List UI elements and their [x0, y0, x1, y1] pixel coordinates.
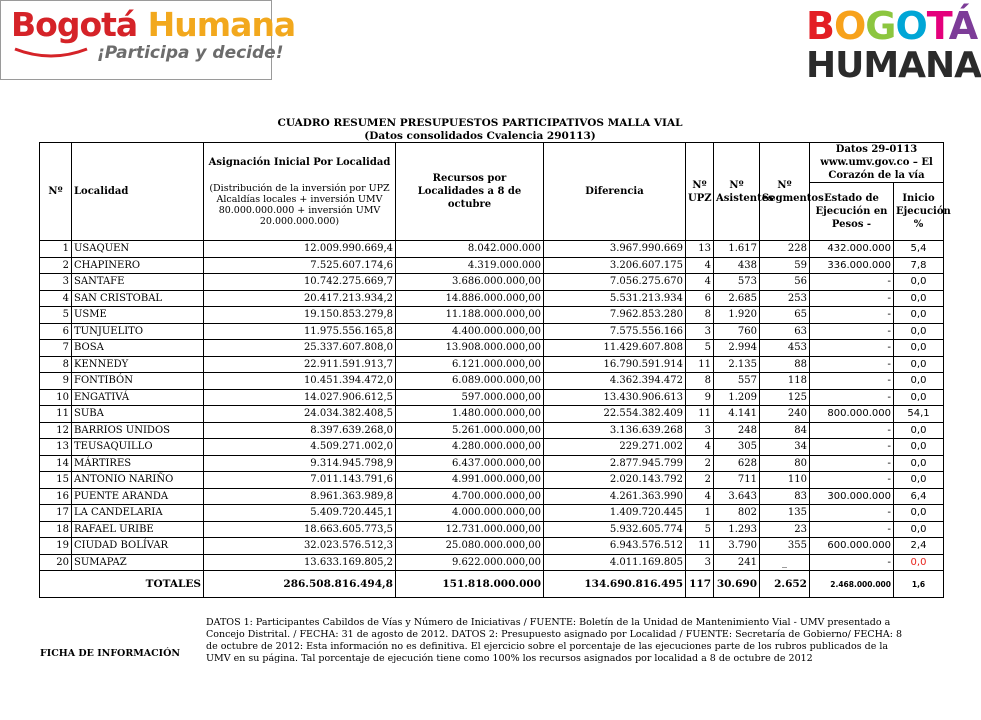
row-recursos: 4.700.000.000,00: [396, 488, 544, 505]
header-asignacion-title: Asignación Inicial Por Localidad: [208, 157, 391, 168]
table-row: [40, 241, 944, 258]
row-inicio: 0,0: [894, 554, 944, 571]
row-localidad: BARRIOS UNIDOS: [72, 422, 204, 439]
row-diferencia: 7.056.275.670: [544, 274, 686, 291]
row-asistentes: 4.141: [714, 406, 760, 423]
row-estado: -: [810, 290, 894, 307]
row-localidad: LA CANDELARIA: [72, 505, 204, 522]
row-recursos: 6.089.000.000,00: [396, 373, 544, 390]
row-upz: 5: [686, 521, 714, 538]
row-inicio: 0,0: [894, 274, 944, 291]
row-localidad: MÁRTIRES: [72, 455, 204, 472]
table-row: [40, 257, 944, 274]
header-num: Nº: [40, 143, 72, 241]
row-num: 14: [40, 455, 72, 472]
header-upz: Nº UPZ: [686, 143, 714, 241]
row-num: 16: [40, 488, 72, 505]
totals-inicio: 1,6: [894, 571, 944, 598]
row-num: 2: [40, 257, 72, 274]
bogota-humana-logo-left: [0, 0, 296, 80]
row-inicio: 0,0: [894, 455, 944, 472]
row-inicio: 0,0: [894, 323, 944, 340]
row-num: 6: [40, 323, 72, 340]
row-segmentos: _: [760, 554, 810, 571]
row-recursos: 13.908.000.000,00: [396, 340, 544, 357]
row-localidad: KENNEDY: [72, 356, 204, 373]
row-inicio: 0,0: [894, 472, 944, 489]
row-segmentos: 228: [760, 241, 810, 258]
table-row: [40, 389, 944, 406]
row-estado: -: [810, 356, 894, 373]
row-localidad: SANTAFE: [72, 274, 204, 291]
table-row: [40, 274, 944, 291]
row-asistentes: 711: [714, 472, 760, 489]
table-row: [40, 455, 944, 472]
row-asignacion: 10.451.394.472,0: [204, 373, 396, 390]
row-asistentes: 573: [714, 274, 760, 291]
row-num: 10: [40, 389, 72, 406]
row-upz: 8: [686, 307, 714, 324]
table-row: [40, 356, 944, 373]
logo-right-letter: B: [806, 4, 834, 48]
row-estado: -: [810, 389, 894, 406]
totals-label: TOTALES: [40, 571, 204, 598]
row-inicio: 0,0: [894, 356, 944, 373]
row-diferencia: 5.932.605.774: [544, 521, 686, 538]
row-diferencia: 6.943.576.512: [544, 538, 686, 555]
row-recursos: 3.686.000.000,00: [396, 274, 544, 291]
row-localidad: TEUSAQUILLO: [72, 439, 204, 456]
logo-right-letter: T: [926, 4, 949, 48]
row-estado: 336.000.000: [810, 257, 894, 274]
row-asignacion: 11.975.556.165,8: [204, 323, 396, 340]
row-upz: 3: [686, 554, 714, 571]
row-diferencia: 7.962.853.280: [544, 307, 686, 324]
row-diferencia: 1.409.720.445: [544, 505, 686, 522]
page-subtitle: (Datos consolidados Cvalencia 290113): [364, 130, 596, 142]
row-localidad: ANTONIO NARIÑO: [72, 472, 204, 489]
row-diferencia: 4.261.363.990: [544, 488, 686, 505]
row-segmentos: 80: [760, 455, 810, 472]
header-segmentos: Nº Segmentos: [760, 143, 810, 241]
header-inicio-ejecucion: Inicio Ejecución %: [894, 183, 944, 241]
header-diferencia: Diferencia: [544, 143, 686, 241]
row-upz: 3: [686, 323, 714, 340]
row-upz: 1: [686, 505, 714, 522]
row-segmentos: 23: [760, 521, 810, 538]
table-row: [40, 373, 944, 390]
row-estado: -: [810, 274, 894, 291]
row-upz: 4: [686, 488, 714, 505]
row-localidad: SUMAPAZ: [72, 554, 204, 571]
totals-asistentes: 30.690: [714, 571, 760, 598]
row-num: 9: [40, 373, 72, 390]
ficha-label: FICHA DE INFORMACIÓN: [40, 648, 181, 659]
row-asistentes: 2.685: [714, 290, 760, 307]
row-num: 5: [40, 307, 72, 324]
row-diferencia: 5.531.213.934: [544, 290, 686, 307]
row-inicio: 0,0: [894, 389, 944, 406]
row-estado: -: [810, 521, 894, 538]
row-inicio: 5,4: [894, 241, 944, 258]
row-diferencia: 11.429.607.808: [544, 340, 686, 357]
row-upz: 4: [686, 257, 714, 274]
row-segmentos: 125: [760, 389, 810, 406]
row-localidad: SUBA: [72, 406, 204, 423]
row-asignacion: 9.314.945.798,9: [204, 455, 396, 472]
row-recursos: 25.080.000.000,00: [396, 538, 544, 555]
row-localidad: TUNJUELITO: [72, 323, 204, 340]
row-segmentos: 110: [760, 472, 810, 489]
row-estado: -: [810, 455, 894, 472]
row-diferencia: 2.877.945.799: [544, 455, 686, 472]
row-upz: 13: [686, 241, 714, 258]
smile-icon: [11, 43, 91, 63]
totals-estado: 2.468.000.000: [810, 571, 894, 598]
row-diferencia: 4.011.169.805: [544, 554, 686, 571]
row-recursos: 4.000.000.000,00: [396, 505, 544, 522]
row-upz: 5: [686, 340, 714, 357]
row-upz: 4: [686, 274, 714, 291]
header-recursos: Recursos por Localidades a 8 de octubre: [396, 143, 544, 241]
row-upz: 8: [686, 373, 714, 390]
row-upz: 11: [686, 406, 714, 423]
row-num: 4: [40, 290, 72, 307]
row-estado: 600.000.000: [810, 538, 894, 555]
row-segmentos: 253: [760, 290, 810, 307]
row-asignacion: 25.337.607.808,0: [204, 340, 396, 357]
row-recursos: 11.188.000.000,00: [396, 307, 544, 324]
row-inicio: 2,4: [894, 538, 944, 555]
row-diferencia: 4.362.394.472: [544, 373, 686, 390]
row-localidad: SAN CRISTOBAL: [72, 290, 204, 307]
row-upz: 11: [686, 538, 714, 555]
row-diferencia: 3.206.607.175: [544, 257, 686, 274]
row-inicio: 0,0: [894, 521, 944, 538]
row-asistentes: 557: [714, 373, 760, 390]
row-estado: -: [810, 505, 894, 522]
row-upz: 9: [686, 389, 714, 406]
row-segmentos: 59: [760, 257, 810, 274]
logo-right-letter: O: [833, 4, 866, 48]
logo-right-letter: O: [895, 4, 927, 48]
totals-segmentos: 2.652: [760, 571, 810, 598]
row-upz: 11: [686, 356, 714, 373]
row-recursos: 4.991.000.000,00: [396, 472, 544, 489]
row-recursos: 6.437.000.000,00: [396, 455, 544, 472]
header-asignacion-note: (Distribución de la inversión por UPZ Alcaldías locales + inversión UMV 80.000.000.000 + inversión UMV 20.000.000.000): [209, 183, 390, 227]
row-segmentos: 355: [760, 538, 810, 555]
row-asignacion: 10.742.275.669,7: [204, 274, 396, 291]
row-inicio: 0,0: [894, 290, 944, 307]
table-row: [40, 340, 944, 357]
row-num: 1: [40, 241, 72, 258]
row-asignacion: 12.009.990.669,4: [204, 241, 396, 258]
row-num: 7: [40, 340, 72, 357]
table-row: [40, 538, 944, 555]
table-row: [40, 439, 944, 456]
logo-right-letter: G: [865, 4, 896, 48]
row-asistentes: 2.994: [714, 340, 760, 357]
row-recursos: 14.886.000.000,00: [396, 290, 544, 307]
row-segmentos: 56: [760, 274, 810, 291]
row-asistentes: 2.135: [714, 356, 760, 373]
row-asignacion: 22.911.591.913,7: [204, 356, 396, 373]
row-localidad: USME: [72, 307, 204, 324]
row-asignacion: 18.663.605.773,5: [204, 521, 396, 538]
row-inicio: 54,1: [894, 406, 944, 423]
totals-asignacion: 286.508.816.494,8: [204, 571, 396, 598]
logo-right-line1: [806, 4, 978, 48]
row-estado: -: [810, 307, 894, 324]
row-recursos: 1.480.000.000,00: [396, 406, 544, 423]
row-upz: 3: [686, 422, 714, 439]
row-estado: -: [810, 340, 894, 357]
budget-table: [39, 142, 951, 598]
row-diferencia: 13.430.906.613: [544, 389, 686, 406]
row-asistentes: 1.920: [714, 307, 760, 324]
row-segmentos: 34: [760, 439, 810, 456]
row-estado: -: [810, 323, 894, 340]
row-recursos: 8.042.000.000: [396, 241, 544, 258]
row-num: 19: [40, 538, 72, 555]
row-asignacion: 20.417.213.934,2: [204, 290, 396, 307]
row-segmentos: 65: [760, 307, 810, 324]
table-row: [40, 472, 944, 489]
row-asistentes: 248: [714, 422, 760, 439]
row-localidad: CHAPINERO: [72, 257, 204, 274]
logo-left-slogan: ¡Participa y decide!: [97, 43, 284, 63]
row-num: 13: [40, 439, 72, 456]
row-inicio: 0,0: [894, 340, 944, 357]
table-row: [40, 505, 944, 522]
row-asignacion: 13.633.169.805,2: [204, 554, 396, 571]
row-num: 8: [40, 356, 72, 373]
bogota-humana-logo-right: [806, 4, 981, 86]
row-segmentos: 63: [760, 323, 810, 340]
row-inicio: 7,8: [894, 257, 944, 274]
logo-right-letter: Á: [948, 4, 978, 48]
row-diferencia: 7.575.556.166: [544, 323, 686, 340]
row-localidad: USAQUEN: [72, 241, 204, 258]
row-recursos: 9.622.000.000,00: [396, 554, 544, 571]
table-row: [40, 554, 944, 571]
row-num: 18: [40, 521, 72, 538]
row-asignacion: 4.509.271.002,0: [204, 439, 396, 456]
row-estado: -: [810, 422, 894, 439]
row-diferencia: 229.271.002: [544, 439, 686, 456]
row-localidad: CIUDAD BOLÍVAR: [72, 538, 204, 555]
table-row: [40, 323, 944, 340]
table-row: [40, 422, 944, 439]
header-localidad: Localidad: [72, 143, 204, 241]
row-asistentes: 760: [714, 323, 760, 340]
row-upz: 6: [686, 290, 714, 307]
row-diferencia: 3.136.639.268: [544, 422, 686, 439]
row-estado: -: [810, 472, 894, 489]
row-asistentes: 305: [714, 439, 760, 456]
row-localidad: FONTIBÓN: [72, 373, 204, 390]
row-asistentes: 1.617: [714, 241, 760, 258]
row-recursos: 4.400.000.000,00: [396, 323, 544, 340]
row-recursos: 5.261.000.000,00: [396, 422, 544, 439]
row-segmentos: 84: [760, 422, 810, 439]
table-row: [40, 521, 944, 538]
row-asignacion: 24.034.382.408,5: [204, 406, 396, 423]
row-recursos: 6.121.000.000,00: [396, 356, 544, 373]
row-upz: 2: [686, 455, 714, 472]
row-recursos: 12.731.000.000,00: [396, 521, 544, 538]
row-asignacion: 8.397.639.268,0: [204, 422, 396, 439]
row-estado: -: [810, 373, 894, 390]
row-num: 3: [40, 274, 72, 291]
header-asistentes: Nº Asistentes: [714, 143, 760, 241]
row-inicio: 0,0: [894, 373, 944, 390]
row-inicio: 0,0: [894, 439, 944, 456]
header-estado-ejecucion: Estado de Ejecución en Pesos -: [810, 183, 894, 241]
row-asistentes: 1.293: [714, 521, 760, 538]
row-asistentes: 802: [714, 505, 760, 522]
ficha-text: DATOS 1: Participantes Cabildos de Vías y Número de Iniciativas / FUENTE: Boletín de la Unidad de Mantenimiento Vial - UMV presentado a Concejo Distrital. / FECHA: 31 de agosto de 2012. DATOS 2: Presupuesto asignado por Localidad / FUENTE: Secretaría de Gobierno/ FECHA: 8 de octubre de 2012: Esta información no es definitiva. El ejercicio sobre el porcentaje de las ejecuciones parte de los rubros publicados de la UMV en su página. Tal porcentaje de ejecución tiene como 100% los recursos asignados por localidad a 8 de octubre de 2012: [206, 617, 903, 664]
row-asignacion: 8.961.363.989,8: [204, 488, 396, 505]
row-localidad: PUENTE ARANDA: [72, 488, 204, 505]
row-segmentos: 88: [760, 356, 810, 373]
row-localidad: BOSA: [72, 340, 204, 357]
logo-left-wordmark: [11, 5, 295, 45]
table-row: [40, 290, 944, 307]
row-localidad: ENGATIVÁ: [72, 389, 204, 406]
row-segmentos: 453: [760, 340, 810, 357]
row-segmentos: 83: [760, 488, 810, 505]
row-asistentes: 3.790: [714, 538, 760, 555]
row-recursos: 4.280.000.000,00: [396, 439, 544, 456]
row-estado: -: [810, 439, 894, 456]
row-inicio: 0,0: [894, 307, 944, 324]
row-inicio: 0,0: [894, 422, 944, 439]
row-num: 20: [40, 554, 72, 571]
row-asistentes: 1.209: [714, 389, 760, 406]
row-asistentes: 241: [714, 554, 760, 571]
row-inicio: 6,4: [894, 488, 944, 505]
logo-left-word-bogota: Bogotá: [11, 5, 138, 44]
page-title: CUADRO RESUMEN PRESUPUESTOS PARTICIPATIVOS MALLA VIAL: [277, 117, 683, 129]
row-asistentes: 3.643: [714, 488, 760, 505]
row-estado: 300.000.000: [810, 488, 894, 505]
totals-row: [40, 571, 944, 598]
row-diferencia: 16.790.591.914: [544, 356, 686, 373]
row-diferencia: 22.554.382.409: [544, 406, 686, 423]
row-asignacion: 19.150.853.279,8: [204, 307, 396, 324]
row-segmentos: 118: [760, 373, 810, 390]
row-localidad: RAFAEL URIBE: [72, 521, 204, 538]
row-asistentes: 438: [714, 257, 760, 274]
row-num: 11: [40, 406, 72, 423]
row-asignacion: 7.525.607.174,6: [204, 257, 396, 274]
row-estado: 432.000.000: [810, 241, 894, 258]
row-asignacion: 7.011.143.791,6: [204, 472, 396, 489]
row-segmentos: 135: [760, 505, 810, 522]
row-asistentes: 628: [714, 455, 760, 472]
row-num: 17: [40, 505, 72, 522]
row-upz: 2: [686, 472, 714, 489]
logo-left-word-humana: Humana: [147, 5, 296, 44]
row-asignacion: 32.023.576.512,3: [204, 538, 396, 555]
row-diferencia: 2.020.143.792: [544, 472, 686, 489]
row-recursos: 4.319.000.000: [396, 257, 544, 274]
row-diferencia: 3.967.990.669: [544, 241, 686, 258]
table-row: [40, 406, 944, 423]
totals-upz: 117: [686, 571, 714, 598]
row-recursos: 597.000.000,00: [396, 389, 544, 406]
row-upz: 4: [686, 439, 714, 456]
row-asignacion: 14.027.906.612,5: [204, 389, 396, 406]
row-num: 12: [40, 422, 72, 439]
row-segmentos: 240: [760, 406, 810, 423]
row-asignacion: 5.409.720.445,1: [204, 505, 396, 522]
row-num: 15: [40, 472, 72, 489]
totals-diferencia: 134.690.816.495: [544, 571, 686, 598]
header-asignacion: [204, 143, 396, 241]
row-inicio: 0,0: [894, 505, 944, 522]
header-datos-umv: Datos 29-0113 www.umv.gov.co – El Corazón de la vía: [810, 143, 944, 183]
row-estado: -: [810, 554, 894, 571]
totals-recursos: 151.818.000.000: [396, 571, 544, 598]
table-row: [40, 488, 944, 505]
row-estado: 800.000.000: [810, 406, 894, 423]
logo-right-line2: HUMANA: [806, 45, 981, 86]
table-row: [40, 307, 944, 324]
